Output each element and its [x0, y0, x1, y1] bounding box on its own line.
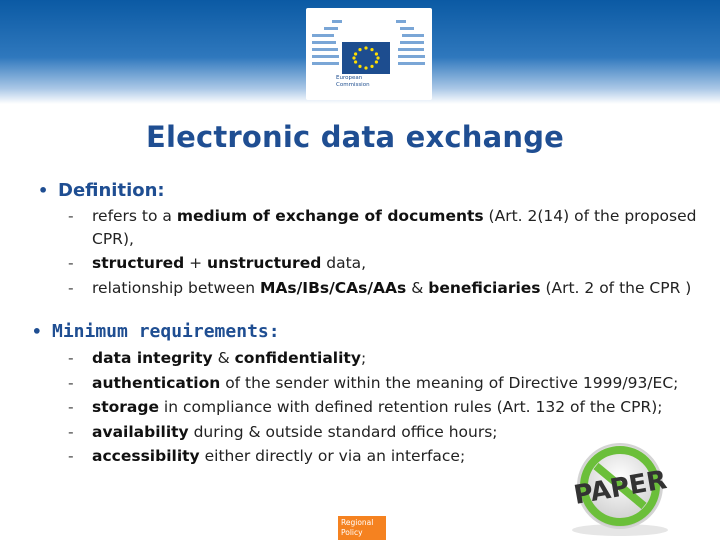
- list-item: [68, 252, 698, 275]
- text: &: [212, 349, 235, 367]
- list-item-text: [92, 396, 698, 419]
- dash-bullet: -: [68, 207, 74, 225]
- logo-line-2: Commission: [336, 82, 370, 88]
- bold-text: medium of exchange of documents: [176, 207, 484, 225]
- list-item: [68, 396, 698, 419]
- no-paper-graphic: [560, 438, 700, 538]
- dash-bullet: -: [68, 254, 74, 272]
- logo-wordmark: [336, 75, 416, 89]
- text: during & outside standard office hours;: [188, 422, 498, 441]
- bold-text: data integrity: [92, 349, 213, 367]
- text: in compliance with defined retention rules (Art. 132 of the CPR);: [159, 398, 663, 416]
- text: refers to a: [92, 207, 177, 225]
- list-item-text: [92, 277, 698, 300]
- list-item: [68, 277, 698, 300]
- bold-text: unstructured: [207, 254, 322, 272]
- bold-text: beneficiaries: [428, 278, 541, 297]
- text: either directly or via an interface;: [199, 447, 466, 465]
- logo-line-1: European: [336, 75, 363, 81]
- text: relationship between: [92, 278, 260, 297]
- page-title: Electronic data exchange: [145, 120, 565, 154]
- badge-line-2: Policy: [341, 528, 363, 537]
- definition-list: [68, 205, 698, 301]
- text: (Art. 2(14) of the proposed CPR),: [92, 207, 697, 248]
- list-item-text: [92, 372, 698, 395]
- bold-text: availability: [92, 422, 189, 441]
- text: ;: [360, 349, 367, 367]
- dash-bullet: -: [68, 349, 74, 367]
- definition-heading: [38, 180, 165, 201]
- bold-text: structured: [92, 254, 185, 272]
- no-paper-icon: [560, 438, 700, 538]
- paper-label: PAPER: [571, 465, 670, 511]
- european-commission-logo: [306, 8, 432, 100]
- list-item-text: [92, 205, 698, 250]
- requirements-heading-text: Minimum requirements:: [52, 321, 280, 342]
- bold-text: MAs/IBs/CAs/AAs: [260, 278, 407, 297]
- text: of the sender within the meaning of Directive 1999/93/EC;: [220, 373, 679, 392]
- header-banner: [0, 0, 720, 104]
- list-item-text: [92, 252, 698, 275]
- bold-text: accessibility: [92, 447, 200, 465]
- list-item: [68, 347, 698, 370]
- dash-bullet: -: [68, 398, 74, 416]
- list-item: [68, 205, 698, 250]
- text: data,: [321, 254, 367, 272]
- bold-text: storage: [92, 398, 159, 416]
- bold-text: confidentiality: [234, 349, 361, 367]
- badge-line-1: Regional: [341, 518, 374, 527]
- bold-text: authentication: [92, 373, 221, 392]
- dash-bullet: -: [68, 422, 74, 441]
- text: +: [184, 254, 208, 272]
- text: &: [406, 278, 429, 297]
- list-item-text: [92, 347, 698, 370]
- bullet-icon: •: [38, 181, 49, 200]
- dash-bullet: -: [68, 447, 74, 465]
- dash-bullet: -: [68, 373, 74, 392]
- definition-heading-text: Definition:: [58, 180, 165, 201]
- regional-policy-badge: [338, 516, 386, 540]
- dash-bullet: -: [68, 278, 74, 297]
- text: (Art. 2 of the CPR ): [540, 278, 692, 297]
- requirements-heading: [32, 321, 280, 342]
- bullet-icon: •: [32, 322, 42, 341]
- list-item: [68, 372, 698, 395]
